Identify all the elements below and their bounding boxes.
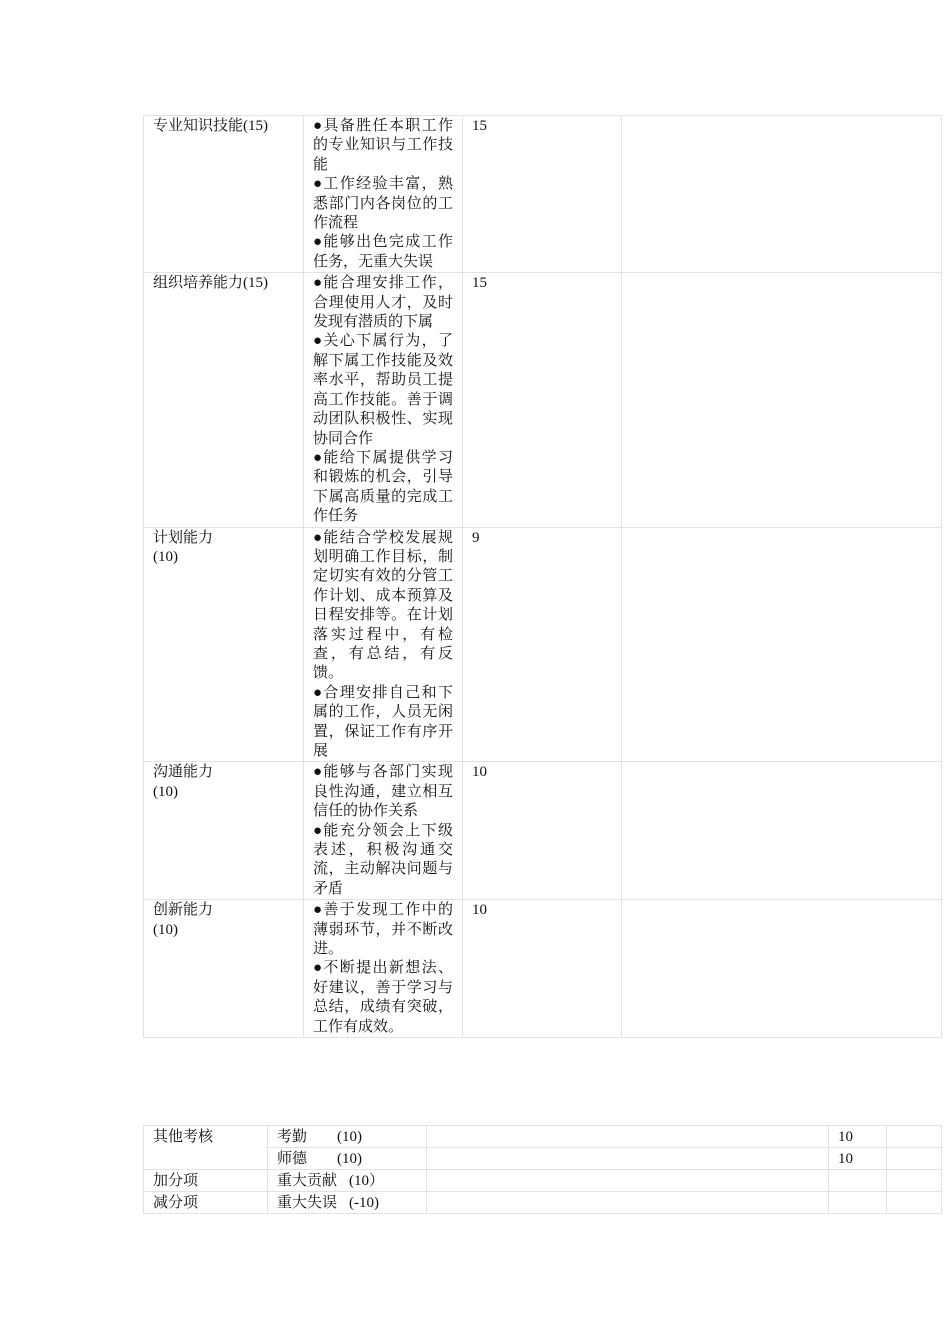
ethics-item: 师德 (10) xyxy=(268,1148,427,1170)
comment-cell[interactable] xyxy=(622,900,942,1038)
comment-cell[interactable] xyxy=(622,273,942,527)
table-row xyxy=(144,1170,942,1192)
criteria-description: ●能合理安排工作，合理使用人才，及时发现有潜质的下属 ●关心下属行为，了解下属工作技能及效率水平，帮助员工提高工作技能。善于调动团队积极性、实现协同合作 ●能给下属提供学习和锻炼的机会，引导下属高质量的完成工作任务 xyxy=(304,273,463,527)
criteria-score: 9 xyxy=(463,527,622,762)
criteria-description: ●能够与各部门实现良性沟通，建立相互信任的协作关系 ●能充分领会上下级表述，积极沟通交流，主动解决问题与矛盾 xyxy=(304,762,463,900)
other-assessment-label: 其他考核 xyxy=(144,1126,268,1170)
comment-cell[interactable] xyxy=(622,116,942,273)
criteria-name: 创新能力 (10) xyxy=(144,900,304,1038)
criteria-score: 15 xyxy=(463,273,622,527)
criteria-description: ●具备胜任本职工作的专业知识与工作技能 ●工作经验丰富，熟悉部门内各岗位的工作流程 ●能够出色完成工作任务，无重大失误 xyxy=(304,116,463,273)
blank-cell[interactable] xyxy=(829,1170,887,1192)
criteria-description: ●能结合学校发展规划明确工作目标，制定切实有效的分管工作计划、成本预算及日程安排等。在计划落实过程中，有检查，有总结，有反馈。 ●合理安排自己和下属的工作，人员无闲置，保证工作有序开展 xyxy=(304,527,463,762)
table-row xyxy=(144,900,942,1038)
comment-cell[interactable] xyxy=(622,762,942,900)
criteria-description: ●善于发现工作中的薄弱环节，并不断改进。 ●不断提出新想法、好建议，善于学习与总结，成绩有突破，工作有成效。 xyxy=(304,900,463,1038)
criteria-score: 15 xyxy=(463,116,622,273)
blank-cell[interactable] xyxy=(887,1192,942,1214)
blank-cell[interactable] xyxy=(887,1170,942,1192)
criteria-name: 组织培养能力(15) xyxy=(144,273,304,527)
comment-cell[interactable] xyxy=(622,527,942,762)
deduction-label: 减分项 xyxy=(144,1192,268,1214)
table-row xyxy=(144,273,942,527)
bonus-item: 重大贡献 (10） xyxy=(268,1170,427,1192)
ability-assessment-table xyxy=(143,115,942,1038)
table-row xyxy=(144,762,942,900)
attendance-score: 10 xyxy=(829,1126,887,1148)
bonus-label: 加分项 xyxy=(144,1170,268,1192)
criteria-score: 10 xyxy=(463,762,622,900)
blank-cell[interactable] xyxy=(427,1126,829,1148)
blank-cell[interactable] xyxy=(427,1192,829,1214)
deduction-item: 重大失误 (-10) xyxy=(268,1192,427,1214)
criteria-score: 10 xyxy=(463,900,622,1038)
criteria-name: 沟通能力 (10) xyxy=(144,762,304,900)
table-row xyxy=(144,116,942,273)
blank-cell[interactable] xyxy=(887,1148,942,1170)
table-row xyxy=(144,527,942,762)
criteria-name: 计划能力 (10) xyxy=(144,527,304,762)
blank-cell[interactable] xyxy=(427,1170,829,1192)
other-assessment-table xyxy=(143,1125,942,1214)
attendance-item: 考勤 (10) xyxy=(268,1126,427,1148)
blank-cell[interactable] xyxy=(829,1192,887,1214)
blank-cell[interactable] xyxy=(887,1126,942,1148)
blank-cell[interactable] xyxy=(427,1148,829,1170)
ethics-score: 10 xyxy=(829,1148,887,1170)
table-row xyxy=(144,1192,942,1214)
criteria-name: 专业知识技能(15) xyxy=(144,116,304,273)
table-row xyxy=(144,1126,942,1148)
